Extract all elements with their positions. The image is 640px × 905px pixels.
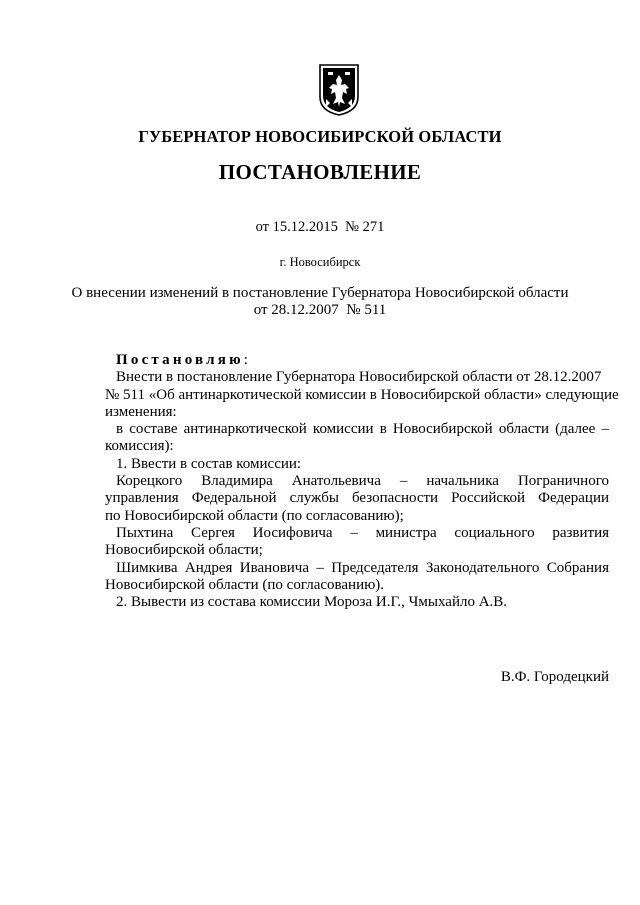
body-line: управления Федеральной службы безопасности Российской Федерации	[105, 490, 609, 507]
body-line: Пыхтина Сергея Иосифовича – министра социального развития	[116, 524, 609, 541]
decree-word: Постановляю	[116, 352, 244, 368]
document-type-title: ПОСТАНОВЛЕНИЕ	[218, 160, 422, 184]
body-line: Корецкого Владимира Анатольевича – начальника Пограничного	[116, 473, 609, 490]
document-subject-line-2: от 28.12.2007 № 511	[253, 302, 387, 318]
body-line: Новосибирской области;	[105, 542, 263, 559]
body-line: 1. Ввести в состав комиссии:	[116, 455, 302, 472]
document-body	[105, 352, 619, 611]
body-line: в составе антинаркотической комиссии в Новосибирской области (далее –	[116, 421, 609, 438]
body-line: № 511 «Об антинаркотической комиссии в Новосибирской области» следующие	[105, 386, 619, 403]
decree-colon: :	[243, 352, 248, 368]
signature: В.Ф. Городецкий	[500, 669, 609, 685]
body-line: изменения:	[105, 403, 177, 420]
body-line: Новосибирской области (по согласованию).	[105, 576, 385, 593]
document-date-number: от 15.12.2015 № 271	[255, 219, 385, 235]
decree-preamble	[105, 352, 609, 369]
document-subject-line-1: О внесении изменений в постановление Губернатора Новосибирской области	[71, 285, 569, 301]
document-city: г. Новосибирск	[279, 255, 361, 269]
issuing-authority: ГУБЕРНАТОР НОВОСИБИРСКОЙ ОБЛАСТИ	[138, 127, 502, 146]
body-line: комиссия):	[105, 438, 174, 455]
coat-of-arms-emblem	[316, 63, 362, 117]
body-line: Шимкива Андрея Ивановича – Председателя Законодательного Собрания	[116, 559, 609, 576]
body-line: по Новосибирской области (по согласованию);	[105, 507, 404, 524]
body-line: Внести в постановление Губернатора Новосибирской области от 28.12.2007	[116, 369, 602, 386]
body-line: 2. Вывести из состава комиссии Мороза И.Г., Чмыхайло А.В.	[116, 594, 508, 611]
